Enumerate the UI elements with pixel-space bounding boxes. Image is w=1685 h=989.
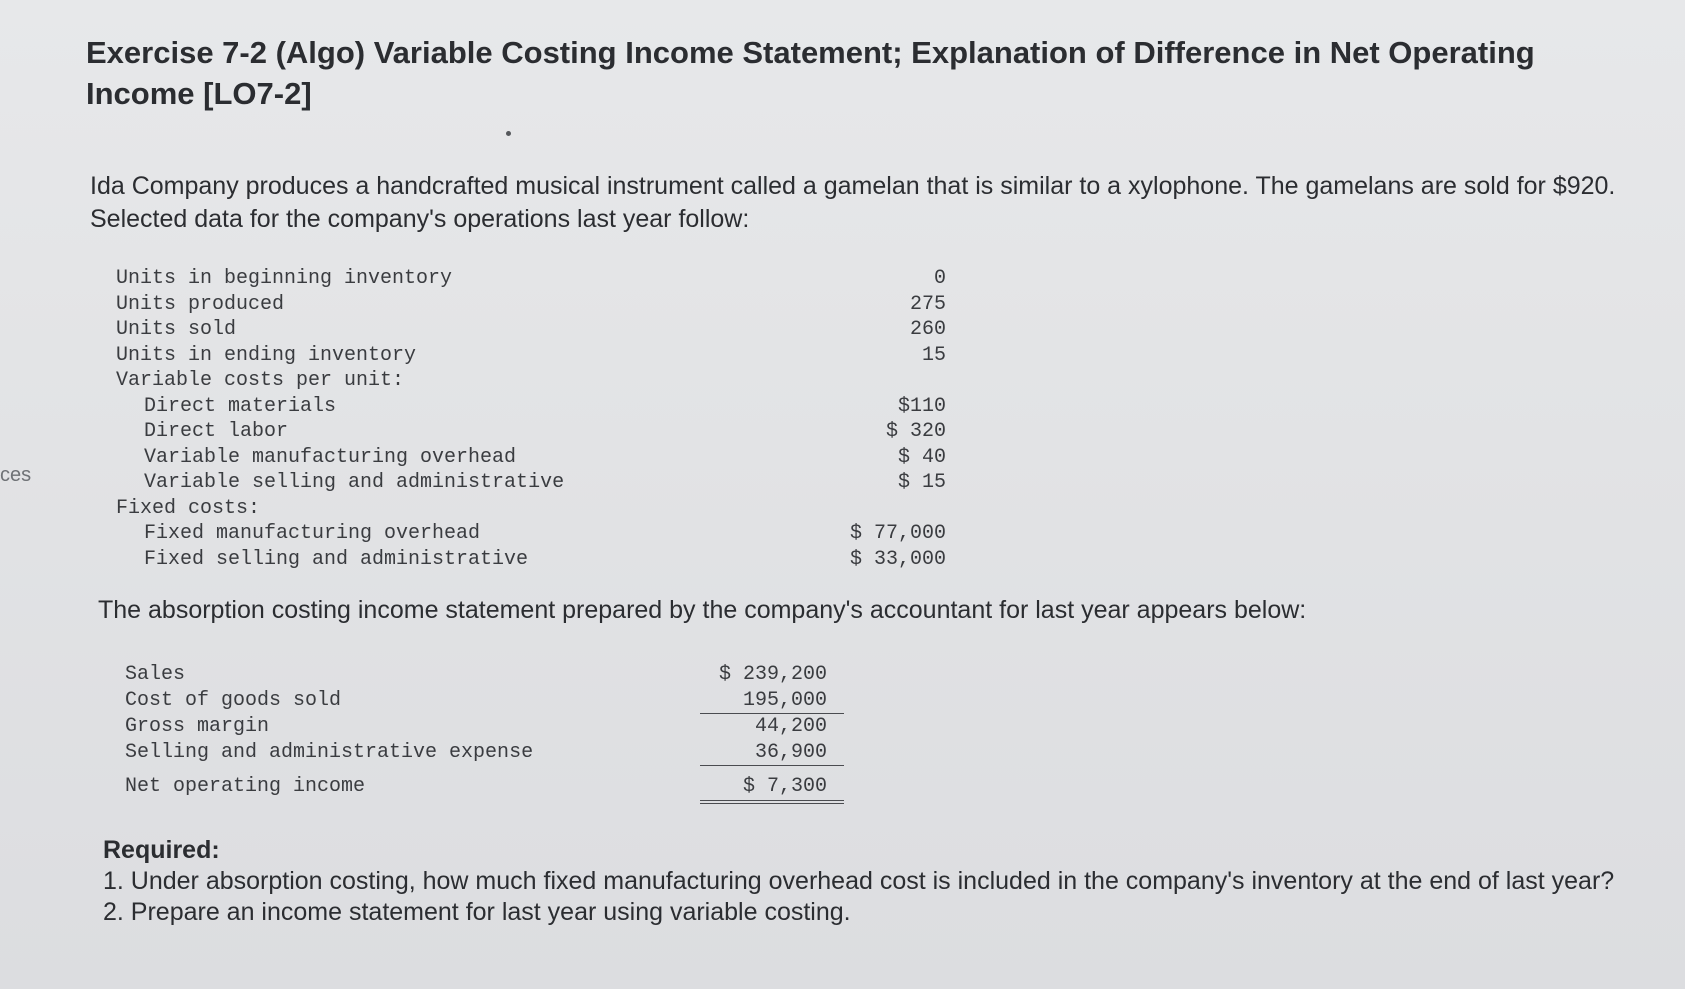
data-row-variable-costs-header	[116, 368, 946, 394]
required-item-2: 2. Prepare an income statement for last year using variable costing.	[103, 898, 851, 926]
data-row-units-sold	[116, 317, 946, 343]
data-row-fixed-selling-admin	[116, 547, 946, 573]
statement-row-sales	[125, 662, 845, 688]
problem-intro: Ida Company produces a handcrafted musical instrument called a gamelan that is similar to a xylophone. The gamelans are sold for $920. Selected data for the company's operations last year follow:	[90, 172, 1616, 233]
absorption-income-statement	[125, 662, 845, 800]
statement-total-rule	[700, 800, 844, 801]
statement-row-gross-margin	[125, 714, 845, 740]
data-label: Units in ending inventory	[116, 343, 417, 367]
data-value: 275	[909, 292, 946, 316]
statement-row-cogs	[125, 688, 845, 714]
data-value: $110	[897, 394, 946, 418]
data-value: 260	[909, 318, 946, 341]
data-value: 0	[933, 267, 946, 290]
side-tab-label[interactable]: ces	[0, 464, 32, 486]
data-label: Units sold	[116, 318, 237, 341]
data-row-beginning-inventory	[116, 266, 946, 292]
data-row-variable-mfg-overhead	[116, 445, 946, 471]
data-row-ending-inventory	[116, 343, 946, 369]
statement-row-net-operating-income	[125, 774, 845, 800]
cost-data-table	[116, 266, 946, 572]
data-value: $ 15	[897, 471, 946, 494]
data-value: $ 40	[897, 445, 946, 469]
data-value: $ 33,000	[849, 547, 946, 571]
data-label: Fixed manufacturing overhead	[144, 522, 481, 545]
exercise-title: Exercise 7-2 (Algo) Variable Costing Income Statement; Explanation of Difference in Net Operating Income [LO7-2]	[86, 35, 1535, 111]
required-header: Required:	[103, 836, 220, 864]
required-section	[103, 835, 1663, 928]
statement-subtotal-rule	[700, 765, 844, 766]
statement-total-rule	[700, 803, 844, 804]
data-label: Units produced	[116, 292, 285, 316]
data-value: 15	[921, 343, 946, 367]
data-row-units-produced	[116, 292, 946, 318]
statement-label: Selling and administrative expense	[125, 741, 534, 764]
statement-value: $ 7,300	[742, 775, 827, 798]
statement-value: 195,000	[742, 689, 827, 712]
data-row-fixed-costs-header	[116, 496, 946, 522]
data-value: $ 77,000	[849, 522, 946, 545]
statement-value: 36,900	[754, 741, 827, 764]
statement-label: Gross margin	[125, 715, 270, 738]
data-label: Direct materials	[144, 394, 337, 418]
absorption-statement-intro: The absorption costing income statement prepared by the company's accountant for last year appears below:	[98, 596, 1307, 624]
statement-label: Sales	[125, 663, 186, 686]
cursor-dot	[506, 131, 511, 136]
data-label: Fixed selling and administrative	[144, 547, 529, 571]
statement-label: Net operating income	[125, 775, 366, 798]
data-row-direct-materials	[116, 394, 946, 420]
data-label: Units in beginning inventory	[116, 267, 453, 290]
statement-label: Cost of goods sold	[125, 689, 342, 712]
data-label: Fixed costs:	[116, 496, 261, 520]
data-label: Direct labor	[144, 420, 289, 443]
statement-value: $ 239,200	[718, 663, 827, 686]
required-item-1: 1. Under absorption costing, how much fixed manufacturing overhead cost is included in the company's inventory at the end of last year?	[103, 867, 1615, 895]
data-row-direct-labor	[116, 419, 946, 445]
data-label: Variable costs per unit:	[116, 369, 405, 392]
data-value: $ 320	[885, 420, 946, 443]
statement-row-selling-admin	[125, 740, 845, 766]
statement-value: 44,200	[754, 715, 827, 738]
data-label: Variable manufacturing overhead	[144, 445, 517, 469]
data-row-fixed-mfg-overhead	[116, 521, 946, 547]
data-row-variable-selling-admin	[116, 470, 946, 496]
data-label: Variable selling and administrative	[144, 471, 565, 494]
